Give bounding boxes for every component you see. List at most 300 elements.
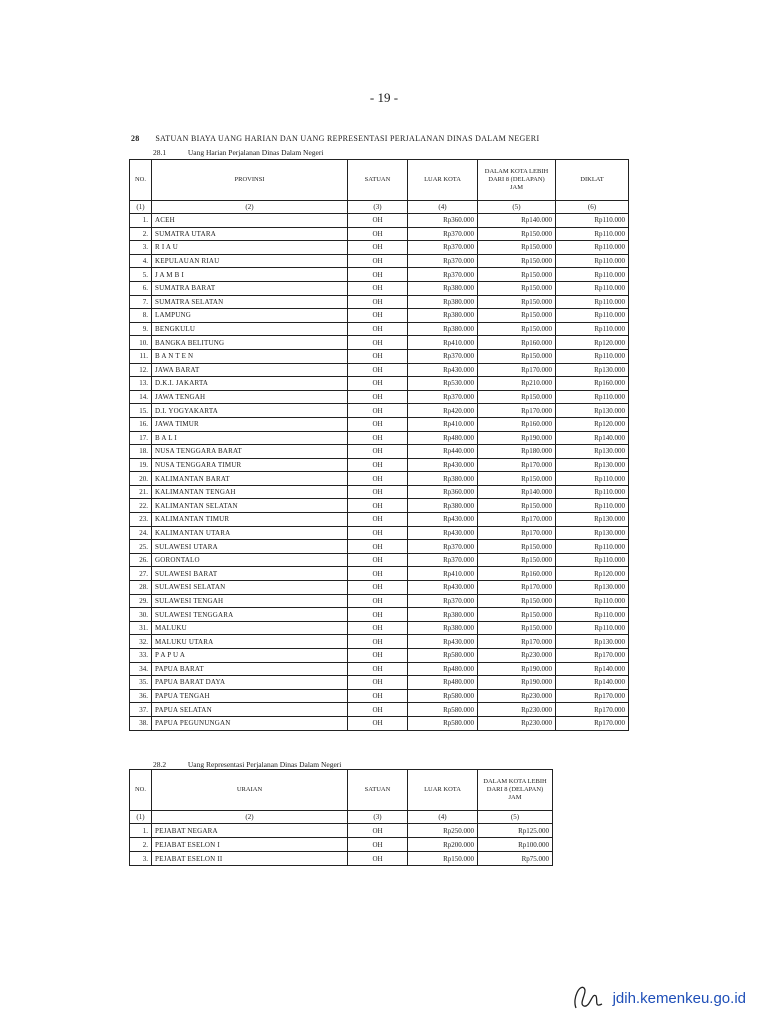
index-cell: (3) (348, 811, 408, 824)
province-name: SULAWESI SELATAN (152, 581, 348, 595)
table-row (130, 458, 629, 472)
dalam-kota-value: Rp150.000 (478, 268, 556, 282)
luar-kota-value: Rp430.000 (408, 635, 478, 649)
unit: OH (348, 295, 408, 309)
unit: OH (348, 689, 408, 703)
luar-kota-value: Rp430.000 (408, 526, 478, 540)
uang-representasi-table (129, 769, 553, 866)
row-number: 22. (130, 499, 152, 513)
diklat-value: Rp110.000 (556, 390, 629, 404)
luar-kota-value: Rp430.000 (408, 458, 478, 472)
table-row (130, 662, 629, 676)
table-row (130, 431, 629, 445)
index-cell: (6) (556, 201, 629, 214)
row-number: 12. (130, 363, 152, 377)
unit: OH (348, 404, 408, 418)
col-header-luar-kota: LUAR KOTA (408, 770, 478, 811)
diklat-value: Rp140.000 (556, 662, 629, 676)
unit: OH (348, 526, 408, 540)
luar-kota-value: Rp360.000 (408, 214, 478, 228)
unit: OH (348, 349, 408, 363)
diklat-value: Rp120.000 (556, 567, 629, 581)
province-name: PAPUA TENGAH (152, 689, 348, 703)
dalam-kota-value: Rp230.000 (478, 649, 556, 663)
unit: OH (348, 458, 408, 472)
table-row (130, 214, 629, 228)
diklat-value: Rp110.000 (556, 268, 629, 282)
unit: OH (348, 431, 408, 445)
unit: OH (348, 676, 408, 690)
dalam-kota-value: Rp210.000 (478, 377, 556, 391)
table-row (130, 499, 629, 513)
province-name: SULAWESI BARAT (152, 567, 348, 581)
diklat-value: Rp130.000 (556, 526, 629, 540)
dalam-kota-value: Rp230.000 (478, 716, 556, 730)
index-cell: (4) (408, 201, 478, 214)
index-row (130, 201, 629, 214)
luar-kota-value: Rp380.000 (408, 472, 478, 486)
luar-kota-value: Rp430.000 (408, 363, 478, 377)
table-row (130, 567, 629, 581)
province-name: KALIMANTAN BARAT (152, 472, 348, 486)
row-number: 32. (130, 635, 152, 649)
index-cell: (4) (408, 811, 478, 824)
col-header-dalam-kota: DALAM KOTA LEBIH DARI 8 (DELAPAN) JAM (478, 160, 556, 201)
diklat-value: Rp120.000 (556, 417, 629, 431)
index-row (130, 811, 553, 824)
dalam-kota-value: Rp160.000 (478, 567, 556, 581)
unit: OH (348, 852, 408, 866)
col-header-satuan: SATUAN (348, 160, 408, 201)
diklat-value: Rp160.000 (556, 377, 629, 391)
row-number: 10. (130, 336, 152, 350)
diklat-value: Rp130.000 (556, 445, 629, 459)
table-row (130, 485, 629, 499)
table-row (130, 349, 629, 363)
province-name: JAWA BARAT (152, 363, 348, 377)
unit: OH (348, 322, 408, 336)
index-cell: (5) (478, 201, 556, 214)
luar-kota-value: Rp580.000 (408, 716, 478, 730)
luar-kota-value: Rp380.000 (408, 499, 478, 513)
luar-kota-value: Rp580.000 (408, 689, 478, 703)
province-name: SUMATRA UTARA (152, 227, 348, 241)
unit: OH (348, 540, 408, 554)
dalam-kota-value: Rp150.000 (478, 390, 556, 404)
dalam-kota-value: Rp150.000 (478, 241, 556, 255)
row-number: 3. (130, 852, 152, 866)
province-name: GORONTALO (152, 553, 348, 567)
diklat-value: Rp110.000 (556, 553, 629, 567)
table-row (130, 703, 629, 717)
dalam-kota-value: Rp160.000 (478, 417, 556, 431)
section-title (131, 134, 539, 143)
diklat-value: Rp110.000 (556, 499, 629, 513)
table-row (130, 404, 629, 418)
dalam-kota-value: Rp170.000 (478, 458, 556, 472)
luar-kota-value: Rp150.000 (408, 852, 478, 866)
province-name: NUSA TENGGARA TIMUR (152, 458, 348, 472)
dalam-kota-value: Rp140.000 (478, 485, 556, 499)
luar-kota-value: Rp370.000 (408, 553, 478, 567)
index-cell: (2) (152, 811, 348, 824)
diklat-value: Rp110.000 (556, 621, 629, 635)
table-row (130, 649, 629, 663)
unit: OH (348, 254, 408, 268)
province-name: SULAWESI TENGGARA (152, 608, 348, 622)
dalam-kota-value: Rp150.000 (478, 608, 556, 622)
luar-kota-value: Rp380.000 (408, 281, 478, 295)
dalam-kota-value: Rp190.000 (478, 676, 556, 690)
row-number: 30. (130, 608, 152, 622)
luar-kota-value: Rp410.000 (408, 417, 478, 431)
index-cell: (1) (130, 811, 152, 824)
row-number: 37. (130, 703, 152, 717)
diklat-value: Rp130.000 (556, 404, 629, 418)
table-row (130, 445, 629, 459)
diklat-value: Rp170.000 (556, 703, 629, 717)
luar-kota-value: Rp580.000 (408, 649, 478, 663)
row-number: 25. (130, 540, 152, 554)
dalam-kota-value: Rp150.000 (478, 254, 556, 268)
table1-title (153, 148, 323, 157)
diklat-value: Rp110.000 (556, 322, 629, 336)
dalam-kota-value: Rp75.000 (478, 852, 553, 866)
table-row (130, 363, 629, 377)
unit: OH (348, 608, 408, 622)
table-row (130, 309, 629, 323)
unit: OH (348, 377, 408, 391)
table-row (130, 322, 629, 336)
table-row (130, 268, 629, 282)
province-name: LAMPUNG (152, 309, 348, 323)
luar-kota-value: Rp480.000 (408, 662, 478, 676)
col-header-uraian: URAIAN (152, 770, 348, 811)
luar-kota-value: Rp200.000 (408, 838, 478, 852)
unit: OH (348, 390, 408, 404)
unit: OH (348, 716, 408, 730)
luar-kota-value: Rp530.000 (408, 377, 478, 391)
row-number: 20. (130, 472, 152, 486)
province-name: JAWA TENGAH (152, 390, 348, 404)
diklat-value: Rp130.000 (556, 513, 629, 527)
unit: OH (348, 241, 408, 255)
dalam-kota-value: Rp170.000 (478, 363, 556, 377)
unit: OH (348, 703, 408, 717)
row-number: 11. (130, 349, 152, 363)
province-name: MALUKU UTARA (152, 635, 348, 649)
unit: OH (348, 621, 408, 635)
dalam-kota-value: Rp180.000 (478, 445, 556, 459)
province-name: D.I. YOGYAKARTA (152, 404, 348, 418)
province-name: B A N T E N (152, 349, 348, 363)
unit: OH (348, 635, 408, 649)
table-row (130, 553, 629, 567)
luar-kota-value: Rp370.000 (408, 254, 478, 268)
dalam-kota-value: Rp170.000 (478, 513, 556, 527)
diklat-value: Rp120.000 (556, 336, 629, 350)
row-number: 14. (130, 390, 152, 404)
luar-kota-value: Rp480.000 (408, 676, 478, 690)
province-name: P A P U A (152, 649, 348, 663)
table-row (130, 377, 629, 391)
uang-harian-table (129, 159, 629, 731)
table-row (130, 526, 629, 540)
unit: OH (348, 567, 408, 581)
province-name: JAWA TIMUR (152, 417, 348, 431)
signature-mark (570, 978, 610, 1014)
luar-kota-value: Rp380.000 (408, 295, 478, 309)
dalam-kota-value: Rp230.000 (478, 703, 556, 717)
dalam-kota-value: Rp150.000 (478, 540, 556, 554)
diklat-value: Rp140.000 (556, 676, 629, 690)
province-name: ACEH (152, 214, 348, 228)
unit: OH (348, 662, 408, 676)
table2-title (153, 760, 341, 769)
luar-kota-value: Rp380.000 (408, 621, 478, 635)
unit: OH (348, 499, 408, 513)
luar-kota-value: Rp440.000 (408, 445, 478, 459)
dalam-kota-value: Rp140.000 (478, 214, 556, 228)
col-header-no: NO. (130, 160, 152, 201)
luar-kota-value: Rp430.000 (408, 513, 478, 527)
dalam-kota-value: Rp100.000 (478, 838, 553, 852)
col-header-no: NO. (130, 770, 152, 811)
page-number: - 19 - (369, 90, 399, 105)
unit: OH (348, 417, 408, 431)
dalam-kota-value: Rp170.000 (478, 404, 556, 418)
table1-number: 28.1 (153, 148, 167, 157)
diklat-value: Rp110.000 (556, 254, 629, 268)
diklat-value: Rp110.000 (556, 214, 629, 228)
table-row (130, 336, 629, 350)
unit: OH (348, 553, 408, 567)
row-number: 1. (130, 214, 152, 228)
row-number: 16. (130, 417, 152, 431)
province-name: PAPUA PEGUNUNGAN (152, 716, 348, 730)
luar-kota-value: Rp360.000 (408, 485, 478, 499)
dalam-kota-value: Rp150.000 (478, 227, 556, 241)
index-cell: (5) (478, 811, 553, 824)
unit: OH (348, 445, 408, 459)
diklat-value: Rp170.000 (556, 689, 629, 703)
row-number: 3. (130, 241, 152, 255)
row-number: 4. (130, 254, 152, 268)
table-row (130, 472, 629, 486)
table-row (130, 513, 629, 527)
dalam-kota-value: Rp150.000 (478, 349, 556, 363)
unit: OH (348, 309, 408, 323)
row-number: 2. (130, 838, 152, 852)
row-number: 24. (130, 526, 152, 540)
row-number: 7. (130, 295, 152, 309)
province-name: SUMATRA BARAT (152, 281, 348, 295)
col-header-luar-kota: LUAR KOTA (408, 160, 478, 201)
diklat-value: Rp110.000 (556, 608, 629, 622)
dalam-kota-value: Rp160.000 (478, 336, 556, 350)
diklat-value: Rp110.000 (556, 594, 629, 608)
luar-kota-value: Rp250.000 (408, 824, 478, 838)
dalam-kota-value: Rp150.000 (478, 309, 556, 323)
table-row (130, 540, 629, 554)
table-row (130, 594, 629, 608)
province-name: KALIMANTAN TENGAH (152, 485, 348, 499)
diklat-value: Rp110.000 (556, 540, 629, 554)
table2-number: 28.2 (153, 760, 167, 769)
col-header-satuan: SATUAN (348, 770, 408, 811)
row-number: 21. (130, 485, 152, 499)
luar-kota-value: Rp430.000 (408, 581, 478, 595)
table2-title-text: Uang Representasi Perjalanan Dinas Dalam Negeri (187, 760, 342, 769)
province-name: BENGKULU (152, 322, 348, 336)
dalam-kota-value: Rp190.000 (478, 662, 556, 676)
row-number: 31. (130, 621, 152, 635)
diklat-value: Rp170.000 (556, 649, 629, 663)
province-name: J A M B I (152, 268, 348, 282)
row-number: 13. (130, 377, 152, 391)
table-row (130, 295, 629, 309)
diklat-value: Rp110.000 (556, 241, 629, 255)
luar-kota-value: Rp480.000 (408, 431, 478, 445)
row-number: 26. (130, 553, 152, 567)
row-number: 29. (130, 594, 152, 608)
row-number: 6. (130, 281, 152, 295)
row-number: 27. (130, 567, 152, 581)
dalam-kota-value: Rp150.000 (478, 472, 556, 486)
luar-kota-value: Rp370.000 (408, 268, 478, 282)
unit: OH (348, 513, 408, 527)
province-name: SULAWESI UTARA (152, 540, 348, 554)
province-name: SUMATRA SELATAN (152, 295, 348, 309)
unit: OH (348, 594, 408, 608)
table-row (130, 227, 629, 241)
dalam-kota-value: Rp170.000 (478, 581, 556, 595)
table-row (130, 581, 629, 595)
table-row (130, 824, 553, 838)
luar-kota-value: Rp370.000 (408, 227, 478, 241)
province-name: R I A U (152, 241, 348, 255)
diklat-value: Rp130.000 (556, 581, 629, 595)
province-name: BANGKA BELITUNG (152, 336, 348, 350)
unit: OH (348, 336, 408, 350)
dalam-kota-value: Rp150.000 (478, 621, 556, 635)
unit: OH (348, 485, 408, 499)
table-row (130, 852, 553, 866)
province-name: D.K.I. JAKARTA (152, 377, 348, 391)
dalam-kota-value: Rp150.000 (478, 281, 556, 295)
unit: OH (348, 281, 408, 295)
row-number: 36. (130, 689, 152, 703)
diklat-value: Rp140.000 (556, 431, 629, 445)
table-row (130, 608, 629, 622)
jdih-link[interactable]: jdih.kemenkeu.go.id (612, 990, 746, 1007)
row-number: 5. (130, 268, 152, 282)
table-row (130, 676, 629, 690)
table-row (130, 621, 629, 635)
province-name: PAPUA BARAT DAYA (152, 676, 348, 690)
province-name: KALIMANTAN TIMUR (152, 513, 348, 527)
luar-kota-value: Rp370.000 (408, 390, 478, 404)
luar-kota-value: Rp380.000 (408, 608, 478, 622)
diklat-value: Rp110.000 (556, 295, 629, 309)
index-cell: (3) (348, 201, 408, 214)
diklat-value: Rp110.000 (556, 485, 629, 499)
dalam-kota-value: Rp150.000 (478, 499, 556, 513)
luar-kota-value: Rp370.000 (408, 349, 478, 363)
province-name: NUSA TENGGARA BARAT (152, 445, 348, 459)
table-row (130, 716, 629, 730)
unit: OH (348, 268, 408, 282)
luar-kota-value: Rp370.000 (408, 241, 478, 255)
row-number: 2. (130, 227, 152, 241)
col-header-provinsi: PROVINSI (152, 160, 348, 201)
luar-kota-value: Rp420.000 (408, 404, 478, 418)
luar-kota-value: Rp410.000 (408, 336, 478, 350)
uraian-name: PEJABAT ESELON I (152, 838, 348, 852)
row-number: 17. (130, 431, 152, 445)
luar-kota-value: Rp580.000 (408, 703, 478, 717)
table1-title-text: Uang Harian Perjalanan Dinas Dalam Negeri (187, 148, 324, 157)
unit: OH (348, 824, 408, 838)
table-row (130, 417, 629, 431)
row-number: 18. (130, 445, 152, 459)
diklat-value: Rp110.000 (556, 281, 629, 295)
table-row (130, 689, 629, 703)
dalam-kota-value: Rp170.000 (478, 635, 556, 649)
dalam-kota-value: Rp150.000 (478, 295, 556, 309)
province-name: B A L I (152, 431, 348, 445)
dalam-kota-value: Rp190.000 (478, 431, 556, 445)
row-number: 38. (130, 716, 152, 730)
dalam-kota-value: Rp170.000 (478, 526, 556, 540)
diklat-value: Rp110.000 (556, 349, 629, 363)
dalam-kota-value: Rp150.000 (478, 594, 556, 608)
diklat-value: Rp110.000 (556, 227, 629, 241)
unit: OH (348, 649, 408, 663)
diklat-value: Rp130.000 (556, 635, 629, 649)
dalam-kota-value: Rp150.000 (478, 322, 556, 336)
diklat-value: Rp110.000 (556, 309, 629, 323)
row-number: 9. (130, 322, 152, 336)
province-name: KALIMANTAN UTARA (152, 526, 348, 540)
province-name: PAPUA SELATAN (152, 703, 348, 717)
col-header-diklat: DIKLAT (556, 160, 629, 201)
luar-kota-value: Rp410.000 (408, 567, 478, 581)
row-number: 15. (130, 404, 152, 418)
section-number: 28 (131, 134, 140, 143)
diklat-value: Rp130.000 (556, 458, 629, 472)
diklat-value: Rp130.000 (556, 363, 629, 377)
table-row (130, 281, 629, 295)
unit: OH (348, 214, 408, 228)
row-number: 35. (130, 676, 152, 690)
row-number: 33. (130, 649, 152, 663)
luar-kota-value: Rp380.000 (408, 322, 478, 336)
dalam-kota-value: Rp125.000 (478, 824, 553, 838)
luar-kota-value: Rp370.000 (408, 540, 478, 554)
row-number: 8. (130, 309, 152, 323)
unit: OH (348, 472, 408, 486)
uraian-name: PEJABAT ESELON II (152, 852, 348, 866)
col-header-dalam-kota: DALAM KOTA LEBIH DARI 8 (DELAPAN) JAM (478, 770, 553, 811)
dalam-kota-value: Rp150.000 (478, 553, 556, 567)
unit: OH (348, 838, 408, 852)
diklat-value: Rp170.000 (556, 716, 629, 730)
row-number: 19. (130, 458, 152, 472)
row-number: 1. (130, 824, 152, 838)
row-number: 34. (130, 662, 152, 676)
row-number: 28. (130, 581, 152, 595)
